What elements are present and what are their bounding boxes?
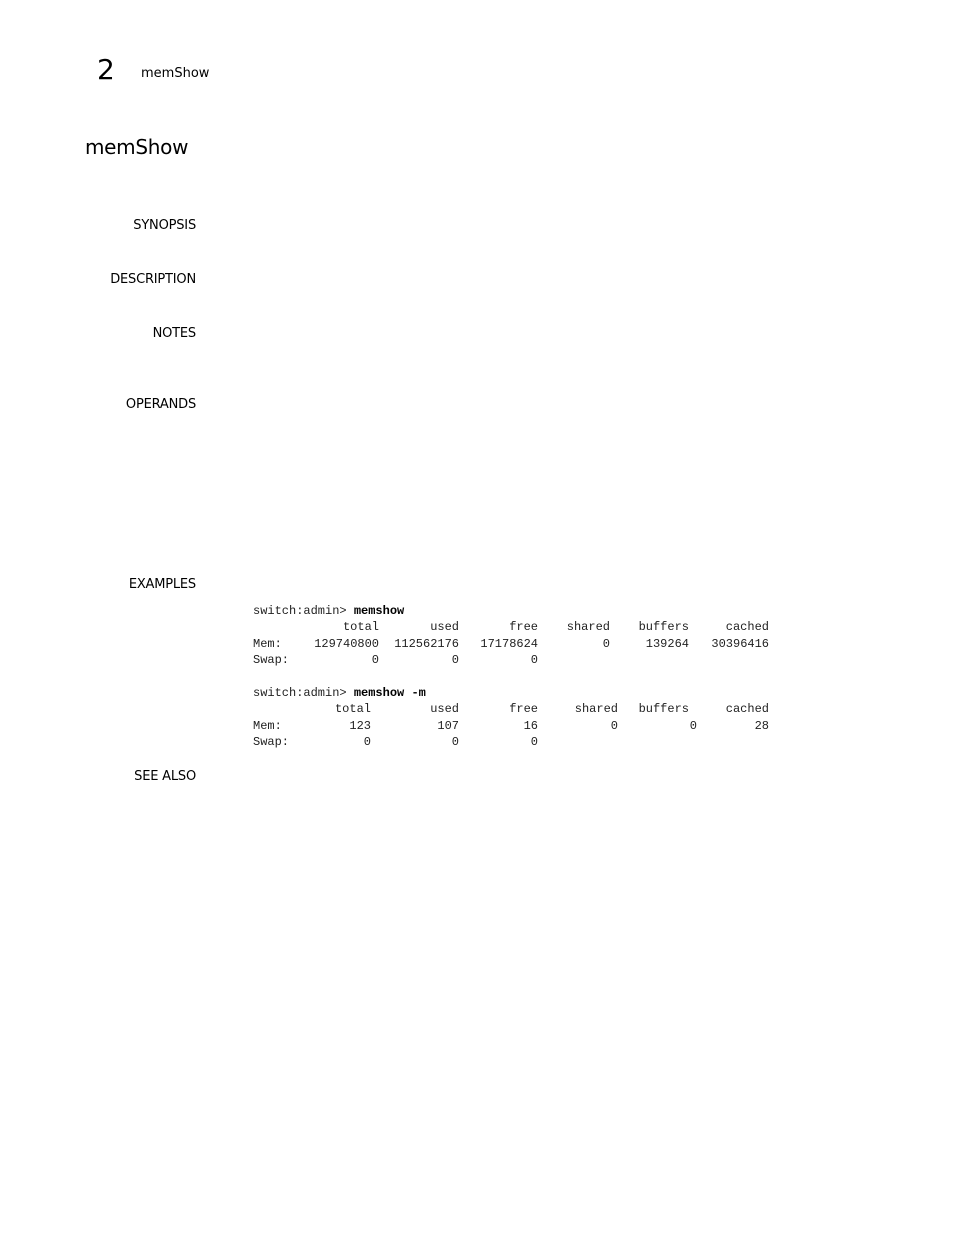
shell-prompt: switch:admin> [253, 604, 354, 618]
column-header-row [253, 701, 773, 717]
column-header-used: used [430, 702, 459, 717]
command-line [253, 685, 773, 701]
section-heading-notes: NOTES [152, 326, 196, 341]
section-heading-examples: EXAMPLES [128, 577, 196, 592]
value-shared: 0 [610, 718, 618, 733]
value-free: 0 [530, 735, 538, 750]
value-total: 0 [363, 735, 371, 750]
code-example-memshow-m [253, 685, 773, 751]
column-header-buffers: buffers [638, 620, 689, 635]
column-header-shared: shared [574, 702, 618, 717]
value-free: 17178624 [480, 636, 538, 651]
section-heading-synopsis: SYNOPSIS [133, 218, 196, 233]
table-row [253, 718, 773, 734]
value-shared: 0 [602, 636, 610, 651]
chapter-number: 2 [97, 53, 115, 86]
section-heading-see-also: SEE ALSO [134, 769, 196, 784]
column-header-total: total [342, 620, 379, 635]
value-used: 107 [437, 718, 459, 733]
value-used: 0 [451, 735, 459, 750]
section-heading-description: DESCRIPTION [110, 272, 196, 287]
column-header-cached: cached [725, 702, 769, 717]
value-total: 123 [349, 718, 371, 733]
row-label: Swap: [253, 735, 290, 750]
table-row [253, 636, 773, 652]
column-header-total: total [334, 702, 371, 717]
shell-prompt: switch:admin> [253, 686, 354, 700]
page-title: memShow [85, 135, 189, 159]
value-cached: 30396416 [711, 636, 769, 651]
column-header-row [253, 619, 773, 635]
row-label: Swap: [253, 653, 290, 668]
column-header-used: used [430, 620, 459, 635]
value-free: 0 [530, 653, 538, 668]
column-header-buffers: buffers [638, 702, 689, 717]
command-text: memshow [353, 604, 405, 618]
command-line [253, 603, 773, 619]
value-total: 0 [371, 653, 379, 668]
value-free: 16 [523, 718, 538, 733]
value-buffers: 0 [689, 718, 697, 733]
column-header-shared: shared [566, 620, 610, 635]
section-heading-operands: OPERANDS [125, 397, 196, 412]
code-example-memshow [253, 603, 773, 669]
value-total: 129740800 [314, 636, 379, 651]
row-label: Mem: [253, 718, 282, 733]
column-header-free: free [509, 702, 538, 717]
table-row [253, 652, 773, 668]
value-used: 0 [451, 653, 459, 668]
value-buffers: 139264 [645, 636, 689, 651]
column-header-cached: cached [725, 620, 769, 635]
running-header-title: memShow [141, 66, 210, 81]
command-text: memshow -m [353, 686, 426, 700]
table-row [253, 734, 773, 750]
row-label: Mem: [253, 636, 282, 651]
value-cached: 28 [754, 718, 769, 733]
value-used: 112562176 [394, 636, 459, 651]
column-header-free: free [509, 620, 538, 635]
